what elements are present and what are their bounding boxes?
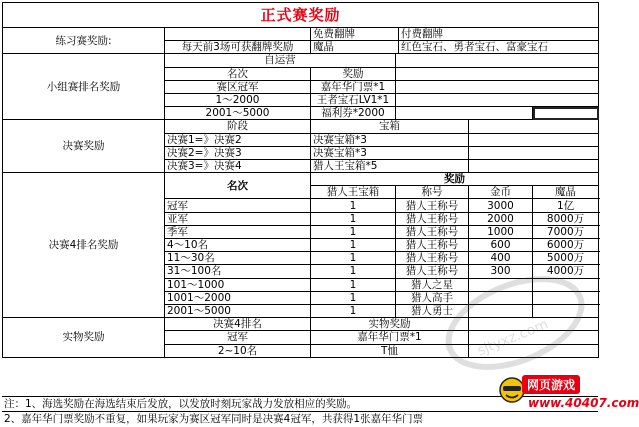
- final4-title[interactable]: 猎人王称号: [396, 252, 469, 265]
- final4-gold[interactable]: 600: [469, 239, 533, 252]
- practice-rule[interactable]: 每天前3场可获翻牌奖励: [165, 41, 311, 54]
- finals-label[interactable]: 决赛奖励: [3, 120, 165, 173]
- empty-cell[interactable]: [165, 28, 311, 41]
- final4-title[interactable]: 猎人王称号: [396, 225, 469, 238]
- final4-label[interactable]: 决赛4排名奖励: [3, 173, 165, 318]
- group-rank[interactable]: 2001～5000: [165, 107, 311, 120]
- final4-crystal[interactable]: [533, 291, 599, 304]
- final4-crystal[interactable]: [533, 278, 599, 291]
- final4-gold[interactable]: 3000: [469, 199, 533, 212]
- empty-cell[interactable]: [469, 120, 599, 133]
- finals-stage[interactable]: 决赛3=》决赛4: [165, 159, 311, 172]
- final4-chest[interactable]: 1: [311, 278, 396, 291]
- final4-title[interactable]: 猎人王称号: [396, 239, 469, 252]
- finals-box[interactable]: 决赛宝箱*3: [311, 146, 469, 159]
- sheet-title: 正式赛奖励: [3, 3, 599, 28]
- reward-sheet: [2, 2, 599, 358]
- final4-title[interactable]: 猎人王称号: [396, 199, 469, 212]
- logo-url: www.40407.com: [528, 396, 639, 410]
- final4-title[interactable]: 猎人王称号: [396, 212, 469, 225]
- final4-chest[interactable]: 1: [311, 252, 396, 265]
- finals-box[interactable]: 决赛宝箱*3: [311, 133, 469, 146]
- group-header[interactable]: 自运营: [165, 54, 396, 67]
- final4-title[interactable]: 猎人王称号: [396, 265, 469, 278]
- empty-cell[interactable]: [469, 133, 599, 146]
- group-rank[interactable]: 赛区冠军: [165, 80, 311, 93]
- final4-title[interactable]: 猎人高手: [396, 291, 469, 304]
- empty-cell[interactable]: [469, 331, 599, 344]
- final4-crystal[interactable]: 8000万: [533, 212, 599, 225]
- final4-col-reward[interactable]: 奖励: [311, 173, 599, 186]
- finals-col-stage[interactable]: 阶段: [165, 120, 311, 133]
- final4-rank[interactable]: 31～100名: [165, 265, 311, 278]
- final4-chest[interactable]: 1: [311, 199, 396, 212]
- free-reward[interactable]: 魔晶: [311, 41, 399, 54]
- physical-reward[interactable]: 嘉年华门票*1: [311, 331, 469, 344]
- group-reward[interactable]: 福利券*2000: [311, 107, 396, 120]
- final4-rank[interactable]: 冠军: [165, 199, 311, 212]
- final4-crystal[interactable]: 6000万: [533, 239, 599, 252]
- empty-cell[interactable]: [469, 318, 599, 331]
- group-col-reward[interactable]: 奖励: [311, 67, 396, 80]
- final4-col-rank[interactable]: 名次: [165, 173, 311, 199]
- watermark-text: sjtyxz.com: [475, 316, 551, 360]
- final4-title[interactable]: 猎人之星: [396, 278, 469, 291]
- final4-rank[interactable]: 2001～5000: [165, 304, 311, 317]
- paid-flip-header[interactable]: 付费翻牌: [399, 28, 599, 41]
- group-rank[interactable]: 1～2000: [165, 93, 311, 106]
- final4-gold[interactable]: [469, 278, 533, 291]
- final4-col-crystal[interactable]: 魔晶: [533, 186, 599, 199]
- empty-cell[interactable]: [396, 54, 599, 67]
- empty-cell[interactable]: [396, 67, 599, 80]
- physical-rank[interactable]: 冠军: [165, 331, 311, 344]
- final4-rank[interactable]: 101～1000: [165, 278, 311, 291]
- final4-rank[interactable]: 11～30名: [165, 252, 311, 265]
- final4-rank[interactable]: 季军: [165, 225, 311, 238]
- final4-gold[interactable]: 400: [469, 252, 533, 265]
- final4-chest[interactable]: 1: [311, 304, 396, 317]
- physical-rank[interactable]: 2~10名: [165, 344, 311, 357]
- empty-cell[interactable]: [396, 107, 533, 120]
- finals-col-box[interactable]: 宝箱: [311, 120, 469, 133]
- footnote-2: 2、嘉年华门票奖励不重复，如果玩家为赛区冠军同时是决赛4冠军，共获得1张嘉年华门票: [2, 411, 598, 426]
- final4-title[interactable]: 猎人勇士: [396, 304, 469, 317]
- physical-col-rank[interactable]: 决赛4排名: [165, 318, 311, 331]
- final4-chest[interactable]: 1: [311, 291, 396, 304]
- empty-cell[interactable]: [396, 93, 599, 106]
- final4-crystal[interactable]: [533, 304, 599, 317]
- finals-stage[interactable]: 决赛1=》决赛2: [165, 133, 311, 146]
- group-col-rank[interactable]: 名次: [165, 67, 311, 80]
- final4-gold[interactable]: 300: [469, 265, 533, 278]
- final4-crystal[interactable]: 4000万: [533, 265, 599, 278]
- selected-cell[interactable]: [533, 107, 599, 120]
- final4-chest[interactable]: 1: [311, 265, 396, 278]
- final4-gold[interactable]: [469, 291, 533, 304]
- empty-cell[interactable]: [469, 146, 599, 159]
- finals-box[interactable]: 猎人王宝箱*5: [311, 159, 469, 172]
- final4-col-chest[interactable]: 猎人王宝箱: [311, 186, 396, 199]
- final4-chest[interactable]: 1: [311, 212, 396, 225]
- final4-gold[interactable]: 2000: [469, 212, 533, 225]
- paid-reward[interactable]: 红色宝石、勇者宝石、富豪宝石: [399, 41, 599, 54]
- final4-crystal[interactable]: 5000万: [533, 252, 599, 265]
- final4-col-gold[interactable]: 金币: [469, 186, 533, 199]
- empty-cell[interactable]: [469, 159, 599, 172]
- physical-col-reward[interactable]: 实物奖励: [311, 318, 469, 331]
- final4-col-title[interactable]: 称号: [396, 186, 469, 199]
- final4-gold[interactable]: 1000: [469, 225, 533, 238]
- final4-chest[interactable]: 1: [311, 225, 396, 238]
- logo-tag: 网页游戏: [522, 375, 580, 394]
- physical-label[interactable]: 实物奖励: [3, 318, 165, 358]
- final4-gold[interactable]: [469, 304, 533, 317]
- physical-reward[interactable]: T恤: [311, 344, 469, 357]
- final4-rank[interactable]: 4～10名: [165, 239, 311, 252]
- group-reward[interactable]: 王者宝石LV1*1: [311, 93, 396, 106]
- final4-crystal[interactable]: 7000万: [533, 225, 599, 238]
- footnote-1: 注：1、海选奖励在海选结束后发放，以发放时刻玩家战力发放相应的奖励。: [2, 396, 598, 411]
- site-logo[interactable]: [498, 372, 639, 422]
- finals-stage[interactable]: 决赛2=》决赛3: [165, 146, 311, 159]
- free-flip-header[interactable]: 免费翻牌: [311, 28, 399, 41]
- empty-cell[interactable]: [396, 80, 599, 93]
- empty-cell[interactable]: [469, 344, 599, 357]
- group-reward[interactable]: 嘉年华门票*1: [311, 80, 396, 93]
- group-label[interactable]: 小组赛排名奖励: [3, 54, 165, 120]
- final4-rank[interactable]: 亚军: [165, 212, 311, 225]
- final4-chest[interactable]: 1: [311, 239, 396, 252]
- final4-rank[interactable]: 1001～2000: [165, 291, 311, 304]
- final4-crystal[interactable]: 1亿: [533, 199, 599, 212]
- practice-label[interactable]: 练习赛奖励:: [3, 28, 165, 54]
